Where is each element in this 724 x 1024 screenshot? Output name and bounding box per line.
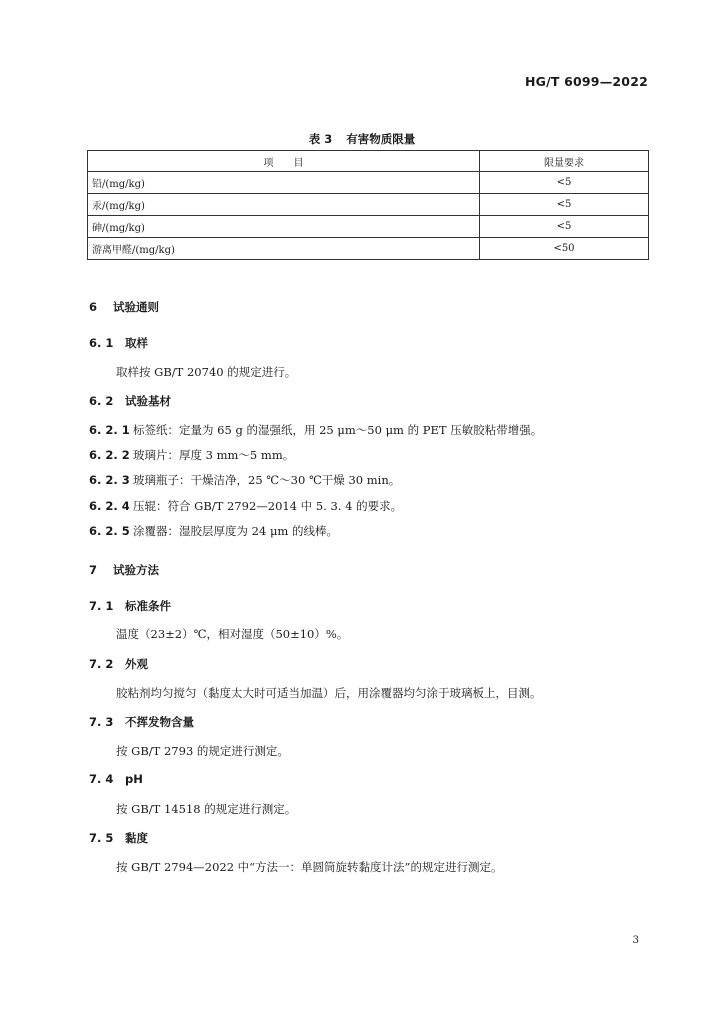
- table-cell-item: 汞/(mg/kg): [88, 194, 480, 216]
- table-row: [88, 194, 649, 216]
- table-cell-limit: <5: [480, 172, 649, 194]
- table-cell-limit: <5: [480, 216, 649, 238]
- table-caption-number: 表 3: [308, 132, 333, 146]
- table-header-row: [88, 151, 649, 172]
- section-7-heading: 7 试验方法: [89, 563, 159, 577]
- table-row: [88, 216, 649, 238]
- clause-6-2-4: 6. 2. 4 压辊：符合 GB/T 2792—2014 中 5. 3. 4 的要求。: [89, 499, 403, 513]
- section-7-2-heading: 7. 2 外观: [89, 657, 148, 671]
- page-number: 3: [632, 935, 639, 946]
- clause-6-2-2: 6. 2. 2 玻璃片：厚度 3 mm～5 mm。: [89, 448, 295, 462]
- section-7-4-text: 按 GB/T 14518 的规定进行测定。: [116, 802, 297, 816]
- section-6-heading: 6 试验通则: [89, 300, 159, 314]
- clause-6-2-3: 6. 2. 3 玻璃瓶子：干燥洁净，25 ℃～30 ℃干燥 30 min。: [89, 473, 401, 487]
- section-7-3-heading: 7. 3 不挥发物含量: [89, 715, 194, 729]
- hazardous-substance-limits-table: [87, 150, 649, 260]
- table-cell-limit: <5: [480, 194, 649, 216]
- table-caption: [0, 131, 724, 147]
- table-caption-title: 有害物质限量: [346, 132, 416, 146]
- section-7-1-heading: 7. 1 标准条件: [89, 599, 171, 613]
- standard-code: HG/T 6099—2022: [524, 74, 648, 89]
- column-header-item: 项 目: [88, 151, 480, 172]
- table-cell-item: 砷/(mg/kg): [88, 216, 480, 238]
- section-6-1-text: 取样按 GB/T 20740 的规定进行。: [116, 365, 297, 379]
- column-header-limit: 限量要求: [480, 151, 649, 172]
- section-7-1-text: 温度（23±2）℃，相对湿度（50±10）%。: [116, 627, 349, 641]
- table-cell-item: 铅/(mg/kg): [88, 172, 480, 194]
- section-6-1-heading: 6. 1 取样: [89, 336, 148, 350]
- table-row: [88, 172, 649, 194]
- clause-6-2-1: 6. 2. 1 标签纸：定量为 65 g 的湿强纸，用 25 μm～50 μm 的 PET 压敏胶粘带增强。: [89, 423, 543, 437]
- section-6-2-heading: 6. 2 试验基材: [89, 394, 171, 408]
- section-7-3-text: 按 GB/T 2793 的规定进行测定。: [116, 744, 289, 758]
- clause-6-2-5: 6. 2. 5 涂覆器：湿胶层厚度为 24 μm 的线棒。: [89, 524, 338, 538]
- section-7-4-heading: 7. 4 pH: [89, 772, 143, 786]
- section-7-5-heading: 7. 5 黏度: [89, 831, 148, 845]
- table-cell-limit: <50: [480, 238, 649, 260]
- section-7-5-text: 按 GB/T 2794—2022 中“方法一：单圆筒旋转黏度计法”的规定进行测定。: [116, 860, 503, 874]
- table-cell-item: 游离甲醛/(mg/kg): [88, 238, 480, 260]
- table-row: [88, 238, 649, 260]
- section-7-2-text: 胶粘剂均匀搅匀（黏度太大时可适当加温）后，用涂覆器均匀涂于玻璃板上，目测。: [116, 686, 542, 700]
